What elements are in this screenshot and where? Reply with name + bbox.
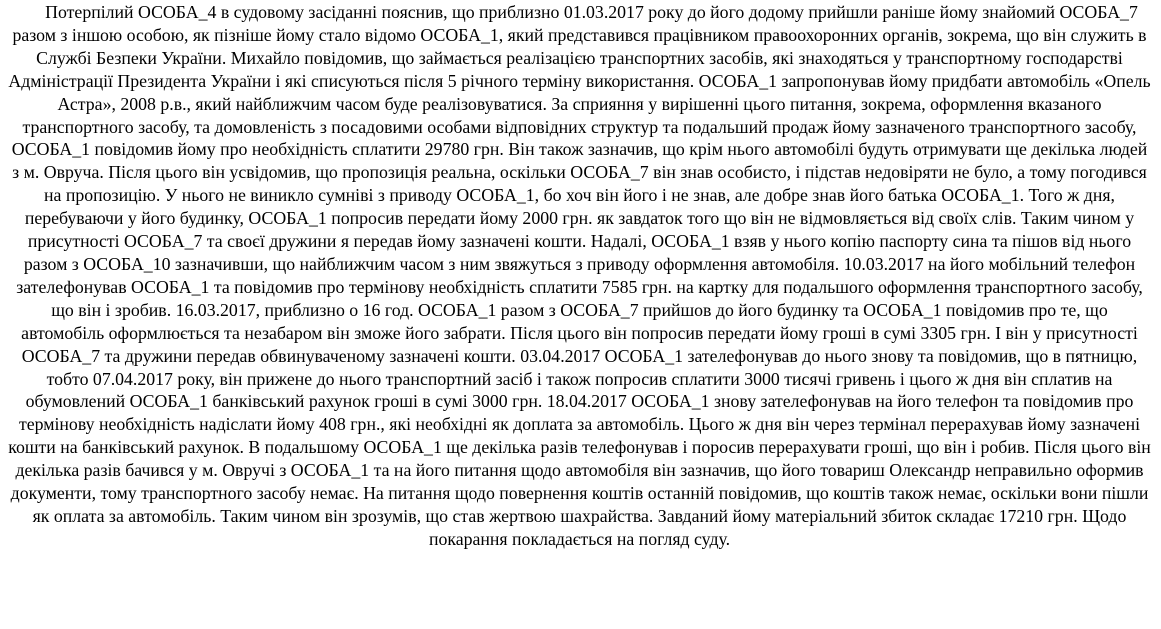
testimony-paragraph: Потерпілий ОСОБА_4 в судовому засіданні пояснив, що приблизно 01.03.2017 року до його додому прийшли раніше йому знайомий ОСОБА_7 разом з іншою особою, як пізніше йому стало відомо ОСОБА_1, який представився працівником правоохоронних органів, зокрема, що він служить в Службі Безпеки України. Михайло повідомив, що займається реалізацією транспортних засобів, які знаходяться у транспортному господарстві Адміністрації Президента України і які списуються після 5 річного терміну використання. ОСОБА_1 запропонував йому придбати автомобіль «Опель Астра», 2008 р.в., який найближчим часом буде реалізовуватися. За сприяння у вирішенні цього питання, зокрема, оформлення вказаного транспортного засобу, та домовленість з посадовими особами відповідних структур та подальший продаж йому зазначеного транспортного засобу, ОСОБА_1 повідомив йому про необхідність сплатити 29780 грн. Він також зазначив, що крім нього автомобілі будуть отримувати ще декілька людей з м. Овруча. Після цього він усвідомив, що пропозиція реальна, оскільки ОСОБА_7 він знав особисто, і підстав недовіряти не було, а тому погодився на пропозицію. У нього не виникло сумніві з приводу ОСОБА_1, бо хоч він його і не знав, але добре знав його батька ОСОБА_1. Того ж дня, перебуваючи у його будинку, ОСОБА_1 попросив передати йому 2000 грн. як завдаток того що він не відмовляється від своїх слів. Таким чином у присутності ОСОБА_7 та своєї дружини я передав йому зазначені кошти. Надалі, ОСОБА_1 взяв у нього копію паспорту сина та пішов від нього разом з ОСОБА_10 зазначивши, що найближчим часом з ним звяжуться з приводу оформлення автомобіля. 10.03.2017 на його мобільний телефон зателефонував ОСОБА_1 та повідомив про термінову необхідність сплатити 7585 грн. на картку для подальшого оформлення транспортного засобу, що він і зробив. 16.03.2017, приблизно о 16 год. ОСОБА_1 разом з ОСОБА_7 прийшов до його будинку та ОСОБА_1 повідомив про те, що автомобіль оформлюється та незабаром він зможе його забрати. Після цього він попросив передати йому гроші в сумі 3305 грн. І він у присутності ОСОБА_7 та дружини передав обвинуваченому зазначені кошти. 03.04.2017 ОСОБА_1 зателефонував до нього знову та повідомив, що в пятницю, тобто 07.04.2017 року, він прижене до нього транспортний засіб і також попросив сплатити 3000 тисячі гривень і цього ж дня він сплатив на обумовлений ОСОБА_1 банківський рахунок гроші в сумі 3000 грн. 18.04.2017 ОСОБА_1 знову зателефонував на його телефон та повідомив про термінову необхідність надіслати йому 408 грн., які необхідні як доплата за автомобіль. Цього ж дня він через термінал перерахував йому зазначені кошти на банківський рахунок. В подальшому ОСОБА_1 ще декілька разів телефонував і поросив перерахувати гроші, що він і робив. Після цього він декілька разів бачився у м. Овручі з ОСОБА_1 та на його питання щодо автомобіля він зазначив, що його товариш Олександр неправильно оформив документи, тому транспортного засобу немає. На питання щодо повернення коштів останній повідомив, що коштів також немає, оскільки вони пішли як оплата за автомобіль. Таким чином він зрозумів, що став жертвою шахрайства. Завданий йому матеріальний збиток складає 17210 грн. Щодо покарання покладається на погляд суду. — [8, 2, 1151, 549]
